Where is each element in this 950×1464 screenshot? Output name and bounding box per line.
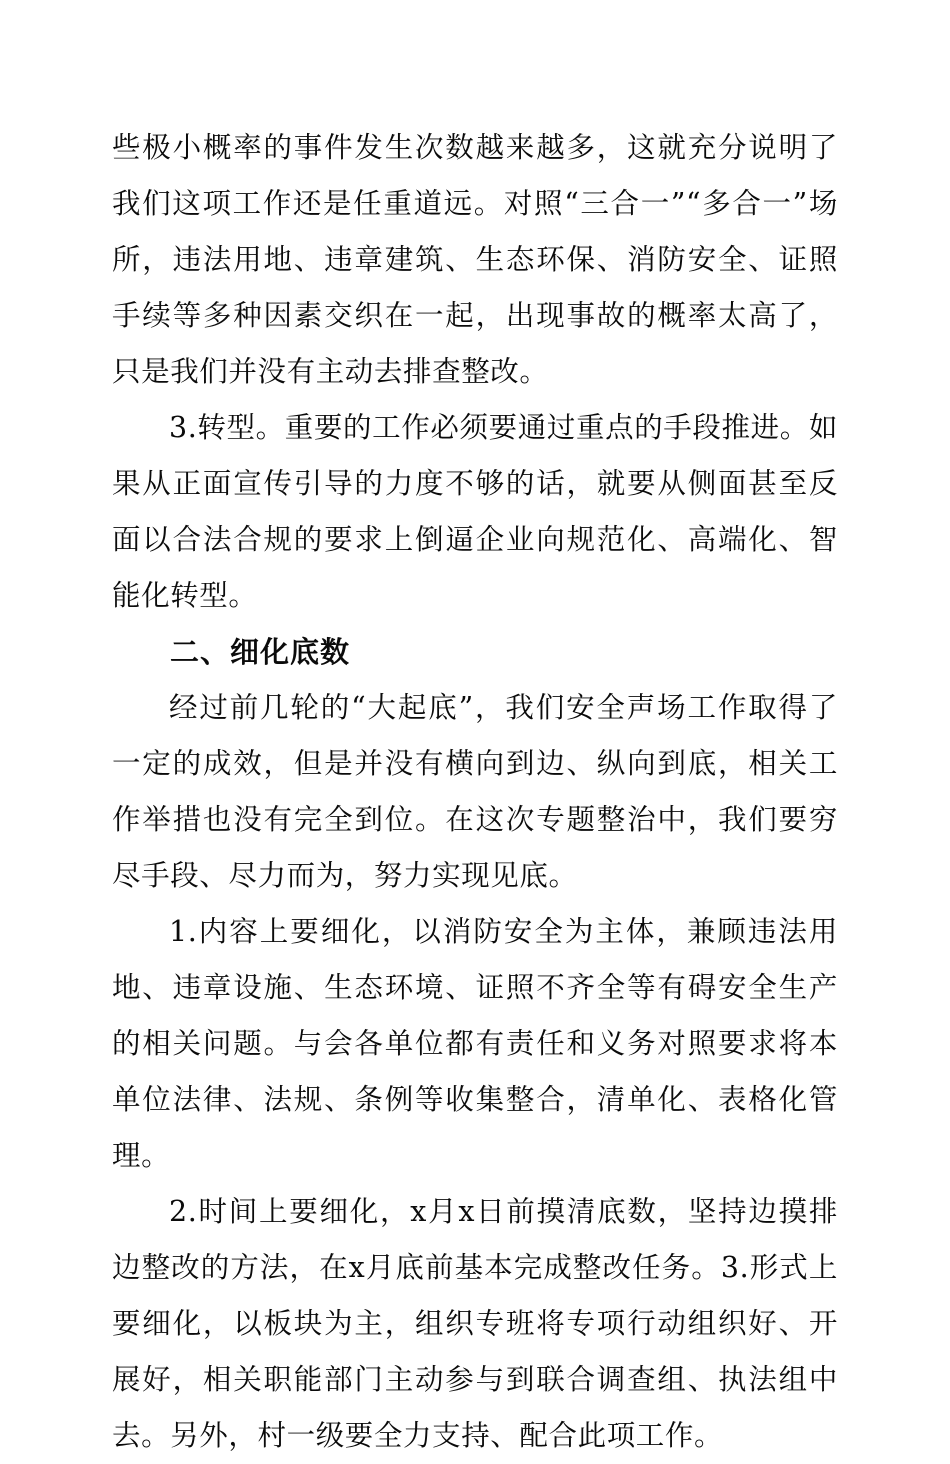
paragraph-section-intro: 经过前几轮的“大起底”，我们安全声场工作取得了一定的成效，但是并没有横向到边、纵向到底，相关工作举措也没有完全到位。在这次专题整治中，我们要穷尽手段、尽力而为，努力实现见底。 xyxy=(112,691,838,892)
section-heading-two: 二、细化底数 xyxy=(170,635,351,669)
document-body xyxy=(112,120,838,1464)
paragraph-item-3-transform: 3.转型。重要的工作必须要通过重点的手段推进。如果从正面宣传引导的力度不够的话，就要从侧面甚至反面以合法合规的要求上倒逼企业向规范化、高端化、智能化转型。 xyxy=(112,411,838,612)
paragraph-continued: 些极小概率的事件发生次数越来越多，这就充分说明了我们这项工作还是任重道远。对照“三合一”“多合一”场所，违法用地、违章建筑、生态环保、消防安全、证照手续等多种因素交织在一起，出现事故的概率太高了，只是我们并没有主动去排查整改。 xyxy=(112,131,838,388)
paragraph-item-1-content: 1.内容上要细化，以消防安全为主体，兼顾违法用地、违章设施、生态环境、证照不齐全等有碍安全生产的相关问题。与会各单位都有责任和义务对照要求将本单位法律、法规、条例等收集整合，清单化、表格化管理。 xyxy=(112,915,838,1172)
paragraph-item-2-time: 2.时间上要细化，x月x日前摸清底数，坚持边摸排边整改的方法，在x月底前基本完成整改任务。3.形式上要细化，以板块为主，组织专班将专项行动组织好、开展好，相关职能部门主动参与到联合调查组、执法组中去。另外，村一级要全力支持、配合此项工作。 xyxy=(112,1195,838,1452)
